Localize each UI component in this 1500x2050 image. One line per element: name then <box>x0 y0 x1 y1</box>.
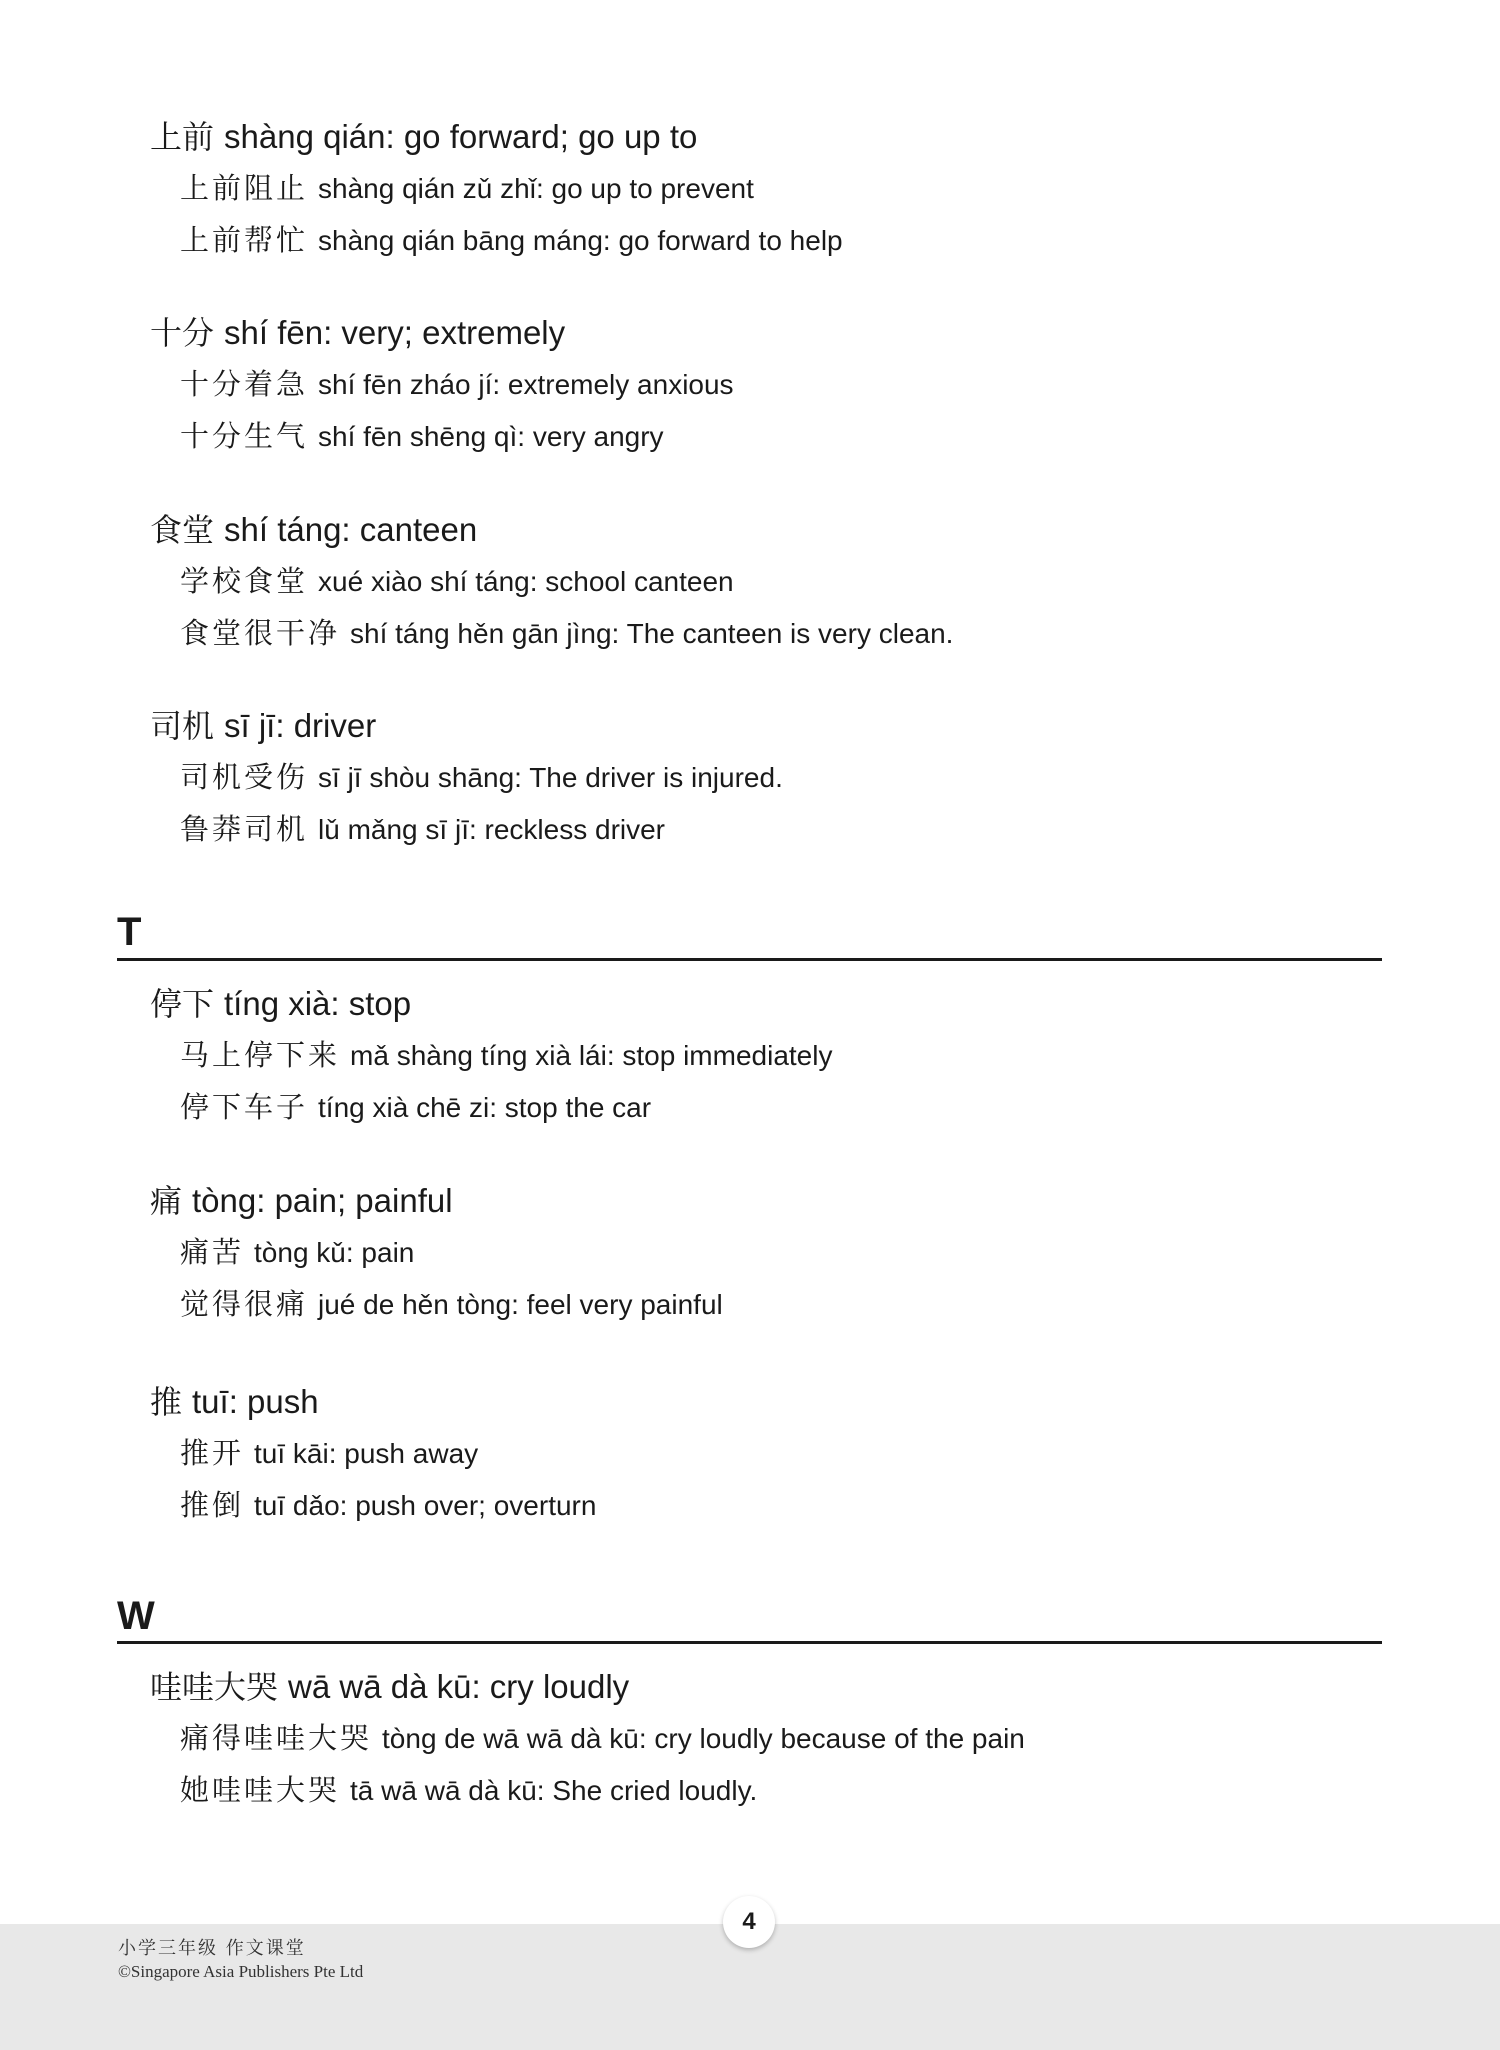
example-line <box>150 607 953 659</box>
example-line <box>150 214 843 266</box>
headword-definition: tòng: pain; painful <box>192 1182 453 1219</box>
example-line <box>150 751 783 803</box>
example-definition: tā wā wā dà kū: She cried loudly. <box>350 1775 758 1806</box>
headword-definition: shí fēn: very; extremely <box>224 314 566 351</box>
headword-definition: tíng xià: stop <box>224 985 412 1022</box>
example-hanzi: 痛苦 <box>180 1235 245 1269</box>
glossary-entry <box>150 1662 1025 1816</box>
example-definition: jué de hěn tòng: feel very painful <box>318 1289 723 1320</box>
headword-definition: sī jī: driver <box>224 707 377 744</box>
entry-headword <box>150 308 734 358</box>
example-definition: shàng qián bāng máng: go forward to help <box>318 225 843 256</box>
headword-definition: wā wā dà kū: cry loudly <box>288 1668 630 1705</box>
headword-hanzi: 司机 <box>150 707 215 745</box>
example-definition: shí fēn zháo jí: extremely anxious <box>318 369 734 400</box>
example-definition: shí táng hěn gān jìng: The canteen is very clean. <box>350 618 954 649</box>
example-definition: sī jī shòu shāng: The driver is injured. <box>318 762 783 793</box>
headword-hanzi: 食堂 <box>150 511 215 549</box>
example-hanzi: 上前帮忙 <box>180 223 309 257</box>
copyright-notice: ©Singapore Asia Publishers Pte Ltd <box>118 1962 364 1981</box>
example-definition: tuī dǎo: push over; overturn <box>254 1490 597 1521</box>
glossary-entry <box>150 505 953 659</box>
example-line <box>150 1029 832 1081</box>
glossary-entry <box>150 308 734 462</box>
example-hanzi: 司机受伤 <box>180 760 309 794</box>
glossary-entry <box>150 701 783 855</box>
example-line <box>150 1427 596 1479</box>
example-line <box>150 358 734 410</box>
example-hanzi: 痛得哇哇大哭 <box>180 1721 373 1755</box>
example-line <box>150 410 734 462</box>
headword-hanzi: 推 <box>150 1383 183 1421</box>
section-divider <box>117 1641 1382 1644</box>
example-definition: tíng xià chē zi: stop the car <box>318 1092 652 1123</box>
example-line <box>150 1479 596 1531</box>
headword-hanzi: 停下 <box>150 985 215 1023</box>
example-line <box>150 1764 1025 1816</box>
example-line <box>150 1278 723 1330</box>
glossary-entry <box>150 979 832 1133</box>
example-hanzi: 马上停下来 <box>180 1038 341 1072</box>
example-definition: tuī kāi: push away <box>254 1438 479 1469</box>
example-hanzi: 食堂很干净 <box>180 616 341 650</box>
example-definition: shí fēn shēng qì: very angry <box>318 421 664 452</box>
headword-hanzi: 痛 <box>150 1182 183 1220</box>
example-hanzi: 十分着急 <box>180 367 309 401</box>
example-line <box>150 1226 723 1278</box>
glossary-entry <box>150 1176 723 1330</box>
entry-headword <box>150 1176 723 1226</box>
example-definition: tòng kǔ: pain <box>254 1237 415 1268</box>
section-letter-t: T <box>117 910 142 954</box>
example-hanzi: 推倒 <box>180 1488 245 1522</box>
glossary-entry <box>150 112 843 266</box>
headword-definition: shí táng: canteen <box>224 511 478 548</box>
entry-headword <box>150 979 832 1029</box>
entry-headword <box>150 112 843 162</box>
example-hanzi: 她哇哇大哭 <box>180 1773 341 1807</box>
entry-headword <box>150 1662 1025 1712</box>
book-title: 小学三年级 作文课堂 <box>118 1938 306 1959</box>
example-hanzi: 上前阻止 <box>180 171 309 205</box>
example-definition: tòng de wā wā dà kū: cry loudly because of the pain <box>382 1723 1025 1754</box>
example-hanzi: 觉得很痛 <box>180 1287 309 1321</box>
example-definition: xué xiào shí táng: school canteen <box>318 566 734 597</box>
headword-hanzi: 哇哇大哭 <box>150 1668 279 1706</box>
example-definition: lǔ mǎng sī jī: reckless driver <box>318 814 666 845</box>
example-line <box>150 162 843 214</box>
example-definition: shàng qián zǔ zhǐ: go up to prevent <box>318 173 754 204</box>
glossary-entry <box>150 1377 596 1531</box>
example-hanzi: 推开 <box>180 1436 245 1470</box>
example-hanzi: 鲁莽司机 <box>180 812 309 846</box>
example-line <box>150 1712 1025 1764</box>
example-definition: mǎ shàng tíng xià lái: stop immediately <box>350 1040 833 1071</box>
example-line <box>150 555 953 607</box>
example-hanzi: 十分生气 <box>180 419 309 453</box>
headword-hanzi: 十分 <box>150 314 215 352</box>
headword-definition: shàng qián: go forward; go up to <box>224 118 698 155</box>
headword-hanzi: 上前 <box>150 118 215 156</box>
example-line <box>150 1081 832 1133</box>
page-number-badge: 4 <box>723 1896 775 1948</box>
entry-headword <box>150 505 953 555</box>
entry-headword <box>150 1377 596 1427</box>
section-divider <box>117 958 1382 961</box>
section-letter-w: W <box>117 1594 155 1638</box>
example-hanzi: 停下车子 <box>180 1090 309 1124</box>
example-hanzi: 学校食堂 <box>180 564 309 598</box>
example-line <box>150 803 783 855</box>
headword-definition: tuī: push <box>192 1383 319 1420</box>
entry-headword <box>150 701 783 751</box>
